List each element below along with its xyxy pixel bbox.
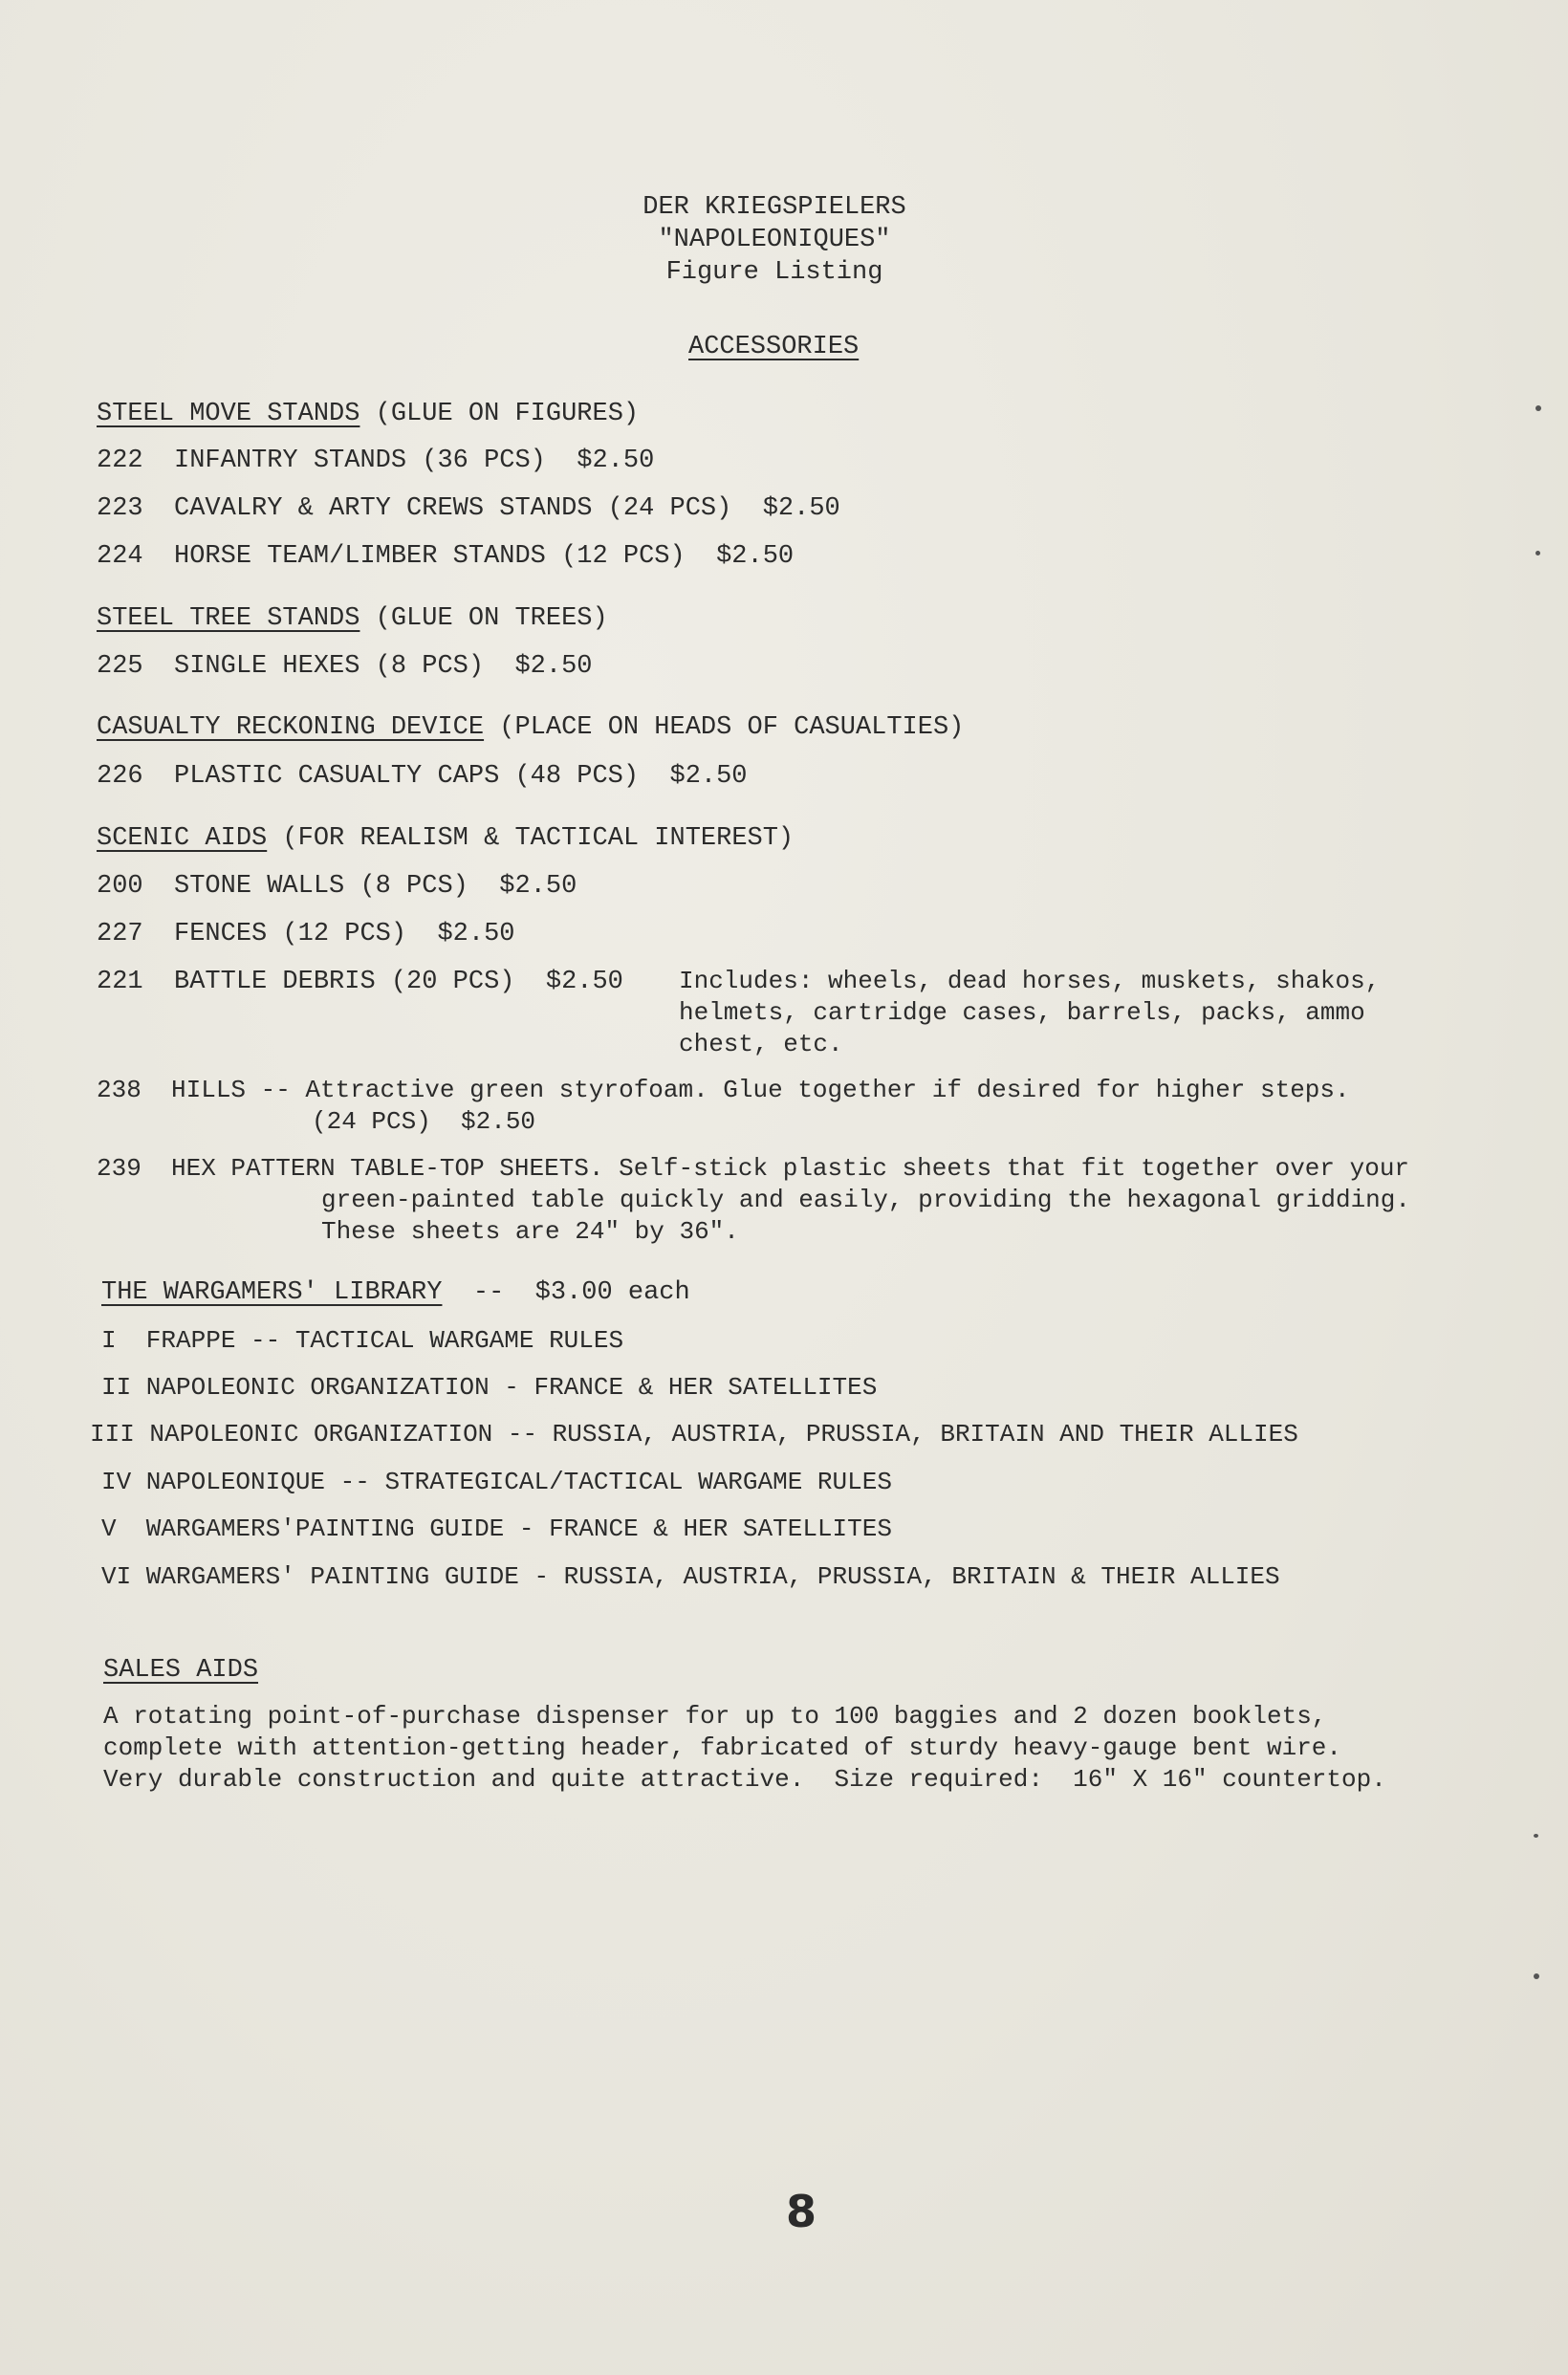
heading-note: (FOR REALISM & TACTICAL INTEREST) bbox=[267, 824, 795, 853]
hex-sheets-line: 239 HEX PATTERN TABLE-TOP SHEETS. Self-stick plastic sheets that fit together over your bbox=[97, 1154, 1410, 1183]
heading-note: (GLUE ON TREES) bbox=[359, 604, 608, 633]
section-heading-library bbox=[101, 1276, 690, 1309]
debris-note-line: Includes: wheels, dead horses, muskets, shakos, bbox=[679, 967, 1381, 995]
heading-note: (PLACE ON HEADS OF CASUALTIES) bbox=[484, 713, 965, 742]
heading-text: SALES AIDS bbox=[103, 1656, 259, 1685]
hex-sheets-line: These sheets are 24" by 36". bbox=[321, 1217, 739, 1246]
sales-text-line: Very durable construction and quite attractive. Size required: 16" X 16" countertop. bbox=[103, 1765, 1386, 1794]
paper-speck bbox=[1535, 551, 1540, 556]
section-heading-casualty bbox=[97, 711, 964, 744]
library-item: I FRAPPE -- TACTICAL WARGAME RULES bbox=[101, 1326, 624, 1355]
heading-note: -- $3.00 each bbox=[442, 1278, 690, 1307]
hills-price: (24 PCS) $2.50 bbox=[312, 1107, 536, 1136]
list-item: 225 SINGLE HEXES (8 PCS) $2.50 bbox=[97, 652, 593, 681]
header-line-2: "NAPOLEONIQUES" bbox=[658, 226, 891, 254]
library-item: II NAPOLEONIC ORGANIZATION - FRANCE & HER SATELLITES bbox=[101, 1373, 878, 1402]
list-item: 224 HORSE TEAM/LIMBER STANDS (12 PCS) $2.50 bbox=[97, 542, 795, 571]
section-heading-move-stands bbox=[97, 398, 639, 430]
library-item: IV NAPOLEONIQUE -- STRATEGICAL/TACTICAL WARGAME RULES bbox=[101, 1468, 892, 1496]
header-line-3: Figure Listing bbox=[665, 258, 883, 287]
list-item: 221 BATTLE DEBRIS (20 PCS) $2.50 bbox=[97, 968, 623, 996]
paper-speck bbox=[1534, 1834, 1538, 1838]
list-item: 200 STONE WALLS (8 PCS) $2.50 bbox=[97, 872, 577, 901]
accessories-title: ACCESSORIES bbox=[688, 333, 860, 361]
section-heading-sales bbox=[103, 1654, 258, 1687]
section-heading-tree-stands bbox=[97, 602, 608, 635]
paper-speck bbox=[1535, 405, 1541, 411]
section-heading-scenic bbox=[97, 822, 794, 855]
library-item: III NAPOLEONIC ORGANIZATION -- RUSSIA, AUSTRIA, PRUSSIA, BRITAIN AND THEIR ALLIES bbox=[90, 1420, 1298, 1449]
heading-text: STEEL TREE STANDS bbox=[97, 604, 360, 633]
heading-note: (GLUE ON FIGURES) bbox=[359, 400, 640, 428]
header-line-1: DER KRIEGSPIELERS bbox=[642, 193, 906, 222]
heading-text: SCENIC AIDS bbox=[97, 824, 268, 853]
heading-text: STEEL MOVE STANDS bbox=[97, 400, 360, 428]
library-item: V WARGAMERS'PAINTING GUIDE - FRANCE & HER SATELLITES bbox=[101, 1514, 892, 1543]
library-item: VI WARGAMERS' PAINTING GUIDE - RUSSIA, AUSTRIA, PRUSSIA, BRITAIN & THEIR ALLIES bbox=[101, 1562, 1280, 1591]
list-item: 226 PLASTIC CASUALTY CAPS (48 PCS) $2.50 bbox=[97, 762, 748, 791]
list-item: 227 FENCES (12 PCS) $2.50 bbox=[97, 920, 515, 948]
debris-note-line: chest, etc. bbox=[679, 1030, 843, 1058]
page-number: 8 bbox=[786, 2186, 818, 2237]
hex-sheets-line: green-painted table quickly and easily, providing the hexagonal gridding. bbox=[321, 1186, 1410, 1214]
sales-text-line: A rotating point-of-purchase dispenser for up to 100 baggies and 2 dozen booklets, bbox=[103, 1702, 1327, 1731]
heading-text: CASUALTY RECKONING DEVICE bbox=[97, 713, 485, 742]
list-item: 222 INFANTRY STANDS (36 PCS) $2.50 bbox=[97, 447, 655, 475]
list-item: 223 CAVALRY & ARTY CREWS STANDS (24 PCS) $2.50 bbox=[97, 494, 840, 523]
sales-text-line: complete with attention-getting header, fabricated of sturdy heavy-gauge bent wire. bbox=[103, 1733, 1342, 1762]
paper-speck bbox=[1534, 1973, 1539, 1979]
heading-text: THE WARGAMERS' LIBRARY bbox=[101, 1278, 443, 1307]
hills-line: 238 HILLS -- Attractive green styrofoam. Glue together if desired for higher steps. bbox=[97, 1076, 1350, 1104]
debris-note-line: helmets, cartridge cases, barrels, packs, ammo bbox=[679, 998, 1365, 1027]
